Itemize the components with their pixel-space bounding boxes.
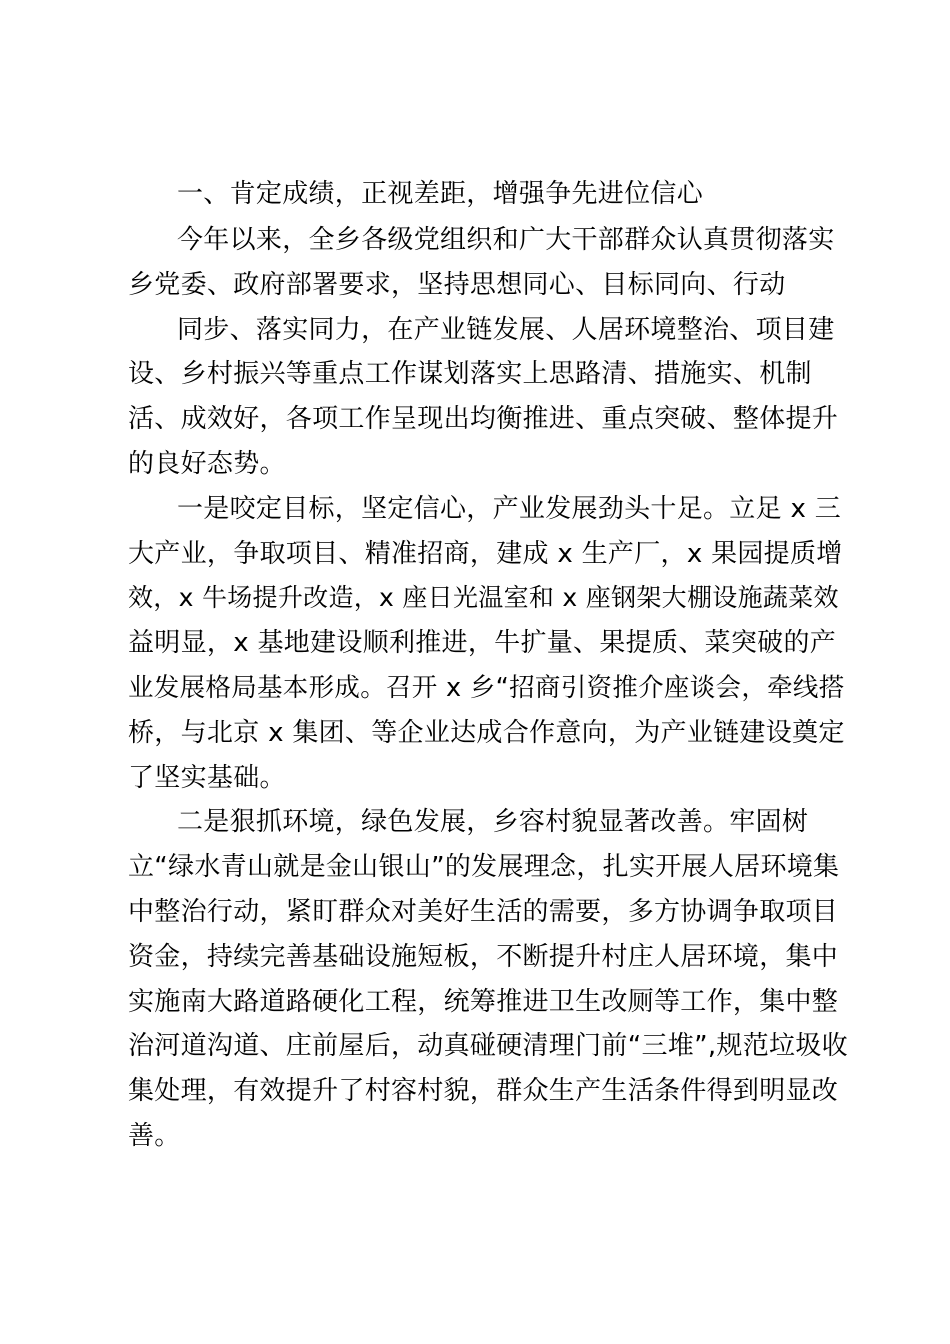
text-line: 设、乡村振兴等重点工作谋划落实上思路清、措施实、机制 (128, 359, 812, 389)
text-line: 了坚实基础。 (128, 763, 286, 793)
text-line: 桥，与北京 x 集团、等企业达成合作意向，为产业链建设奠定 (128, 718, 845, 748)
text-line: 益明显，x 基地建设顺利推进，牛扩量、果提质、菜突破的产 (128, 628, 837, 658)
text-line: 活、成效好，各项工作呈现出均衡推进、重点突破、整体提升 (128, 404, 839, 434)
text-line: 乡党委、政府部署要求，坚持思想同心、目标同向、行动 (128, 270, 786, 300)
text-line: 效，x 牛场提升改造，x 座日光温室和 x 座钢架大棚设施蔬菜效 (128, 583, 839, 612)
text-line: 立“绿水青山就是金山银山”的发展理念，扎实开展人居环境集 (128, 852, 840, 882)
text-line: 业发展格局基本形成。召开 x 乡“招商引资推介座谈会，牵线搭 (128, 673, 845, 703)
text-line: 二是狠抓环境，绿色发展，乡容村貌显著改善。牢固树 (177, 807, 809, 837)
text-line: 今年以来，全乡各级党组织和广大干部群众认真贯彻落实 (177, 225, 835, 255)
text-line: 同步、落实同力，在产业链发展、人居环境整治、项目建 (177, 315, 835, 345)
text-line: 实施南大路道路硬化工程，统筹推进卫生改厕等工作，集中整 (128, 987, 839, 1017)
text-line: 一是咬定目标，坚定信心，产业发展劲头十足。立足 x 三 (177, 494, 842, 524)
section-heading: 一、肯定成绩，正视差距，增强争先进位信心 (177, 179, 704, 209)
text-line: 资金，持续完善基础设施短板，不断提升村庄人居环境，集中 (128, 942, 839, 972)
text-line: 中整治行动，紧盯群众对美好生活的需要，多方协调争取项目 (128, 897, 839, 927)
text-line: 集处理，有效提升了村容村貌，群众生产生活条件得到明显改 (128, 1076, 839, 1106)
text-line: 治河道沟道、庄前屋后，动真碰硬清理门前“三堆”,规范垃圾收 (128, 1031, 848, 1061)
text-line: 善。 (128, 1121, 181, 1151)
text-line: 大产业，争取项目、精准招商，建成 x 生产厂，x 果园提质增 (128, 539, 843, 569)
text-line: 的良好态势。 (128, 449, 286, 479)
